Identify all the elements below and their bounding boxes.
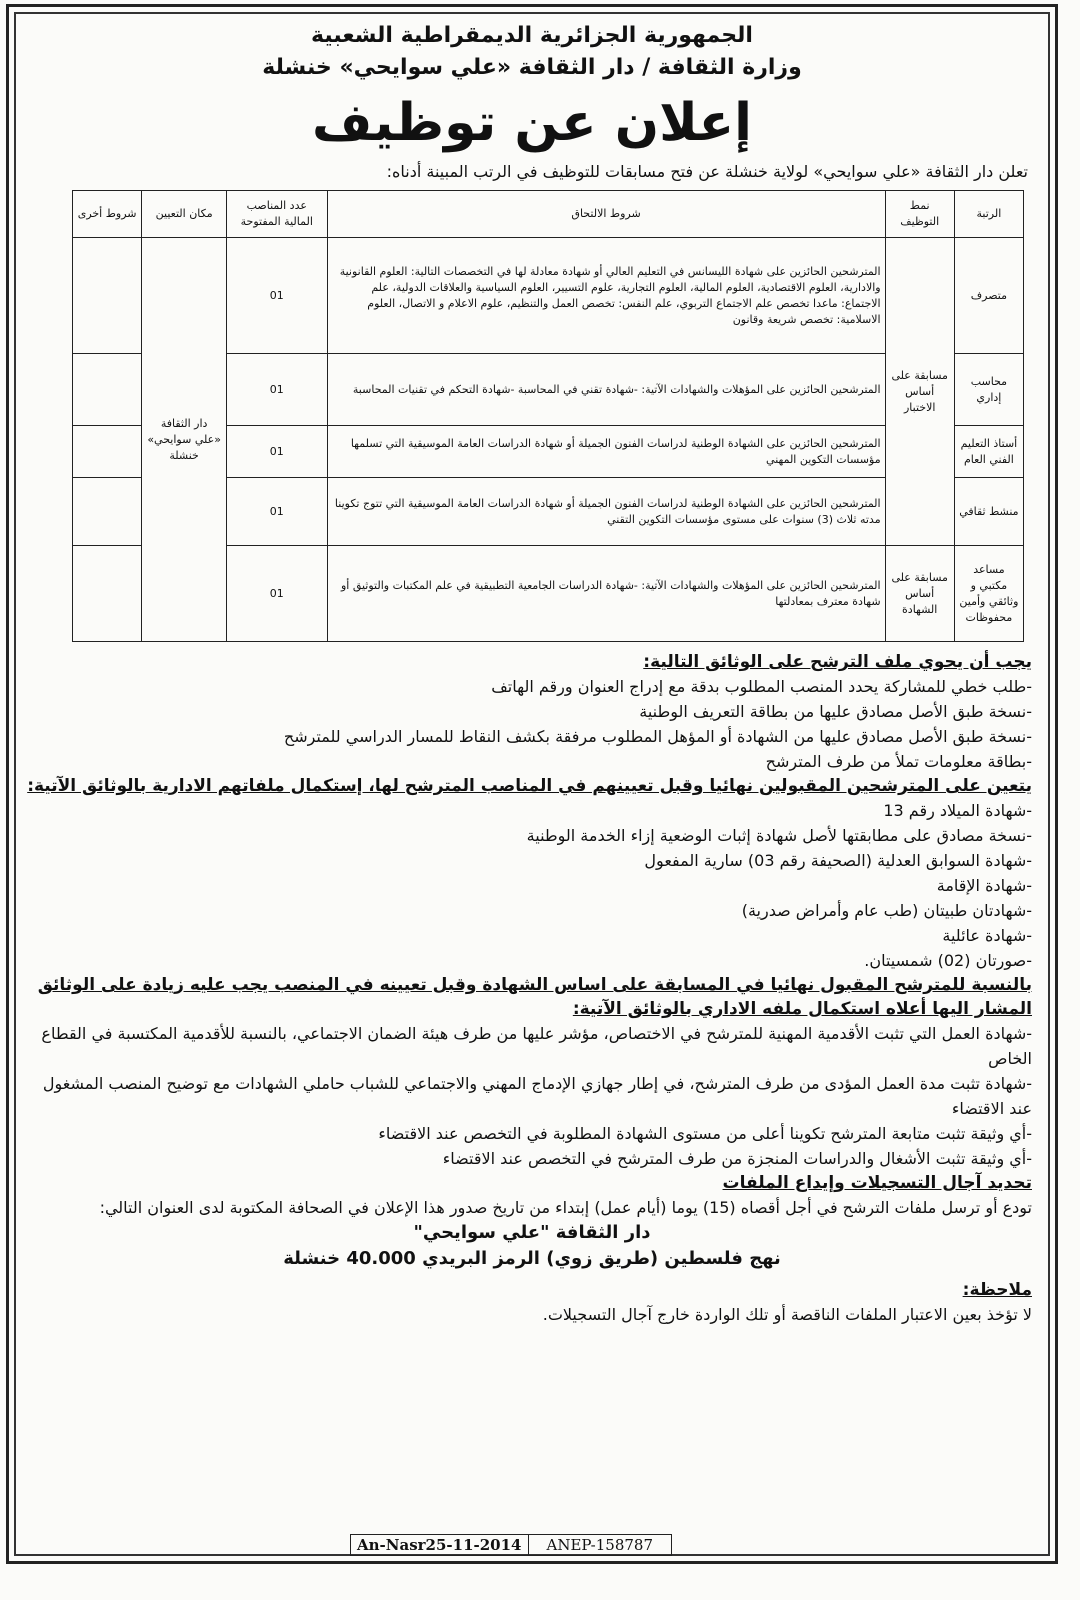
list-item: -شهادة الإقامة bbox=[936, 876, 1032, 895]
table-header-row bbox=[73, 191, 1024, 238]
list-item: -شهادة السوابق العدلية (الصحيفة رقم 03) سارية المفعول bbox=[644, 851, 1032, 870]
header-mode: نمط التوظيف bbox=[885, 191, 954, 238]
cell-count: 01 bbox=[227, 478, 327, 546]
section1-title: يجب أن يحوي ملف الترشح على الوثائق التالية: bbox=[643, 652, 1032, 672]
cell-rank: مساعد مكتبي و وثائقي وأمين محفوظات bbox=[954, 546, 1023, 642]
cell-other bbox=[73, 238, 142, 354]
intro-text: تعلن دار الثقافة «علي سوايحي» لولاية خنشلة عن فتح مسابقات للتوظيف في الرتب المبينة أدناه: bbox=[386, 162, 1028, 181]
newspaper-source: An-Nasr25-11-2014 bbox=[350, 1534, 529, 1556]
list-item: -أي وثيقة تثبت الأشغال والدراسات المنجزة من طرف المترشح في التخصص عند الاقتضاء bbox=[442, 1149, 1032, 1168]
page-title: إعلان عن توظيف bbox=[312, 93, 752, 153]
document-content bbox=[22, 20, 1042, 1550]
cell-requirements: المترشحين الحائزين على الشهادة الوطنية لدراسات الفنون الجميلة أو شهادة الدراسات العامة الموسيقية التي تتوج تكوينا مدته ثلاث (3) سنوات على مستوى مؤسسات التكوين التقني bbox=[327, 478, 885, 546]
cell-other bbox=[73, 426, 142, 478]
cell-mode-test: مسابقة على أساس الاختبار bbox=[885, 238, 954, 546]
header-rank: الرتبة bbox=[954, 191, 1023, 238]
cell-rank: أستاذ التعليم الفني العام bbox=[954, 426, 1023, 478]
section4-title: تحديد آجال التسجيلات وإيداع الملفات bbox=[722, 1173, 1032, 1193]
ministry-header: وزارة الثقافة / دار الثقافة «علي سوايحي» خنشلة bbox=[262, 55, 802, 80]
list-item: -شهادة العمل التي تثبت الأقدمية المهنية للمترشح في الاختصاص، مؤشر عليها من طرف هيئة الضمان الاجتماعي، بالنسبة للأقدمية المكتسبة في القطاع الخاص bbox=[41, 1024, 1032, 1068]
address-line-2: نهج فلسطين (طريق زوي) الرمز البريدي 40.000 خنشلة bbox=[283, 1248, 781, 1269]
address-line-1: دار الثقافة "علي سوايحي" bbox=[413, 1222, 651, 1243]
list-item: -طلب خطي للمشاركة يحدد المنصب المطلوب بدقة مع إدراج العنوان ورقم الهاتف bbox=[491, 677, 1032, 696]
cell-other bbox=[73, 546, 142, 642]
list-item: -شهادتان طبيتان (طب عام وأمراض صدرية) bbox=[741, 901, 1032, 920]
list-item: -شهادة الميلاد رقم 13 bbox=[883, 801, 1032, 820]
list-item: -بطاقة معلومات تملأ من طرف المترشح bbox=[765, 752, 1032, 771]
positions-table bbox=[72, 190, 1024, 642]
header-count: عدد المناصب المالية المفتوحة bbox=[227, 191, 327, 238]
list-item: -نسخة طبق الأصل مصادق عليها من الشهادة أو المؤهل المطلوب مرفقة بكشف النقاط للمسار الدراسي للمترشح bbox=[283, 727, 1032, 746]
cell-mode-cert: مسابقة على أساس الشهادة bbox=[885, 546, 954, 642]
cell-rank: محاسب إداري bbox=[954, 354, 1023, 426]
deadline-text: تودع أو ترسل ملفات الترشح في أجل أقصاه (15) يوما (أيام عمل) إبتداء من تاريخ صدور هذا الإعلان في الصحافة المكتوبة لدى العنوان التالي: bbox=[99, 1198, 1032, 1217]
cell-rank: متصرف bbox=[954, 238, 1023, 354]
table-row bbox=[73, 238, 1024, 354]
header-place: مكان التعيين bbox=[142, 191, 227, 238]
list-item: -نسخة مصادق على مطابقتها لأصل شهادة إثبات الوضعية إزاء الخدمة الوطنية bbox=[526, 826, 1032, 845]
republic-header: الجمهورية الجزائرية الديمقراطية الشعبية bbox=[311, 23, 753, 48]
publication-footer bbox=[350, 1534, 672, 1556]
cell-other bbox=[73, 354, 142, 426]
cell-requirements: المترشحين الحائزين على المؤهلات والشهادات الآتية: -شهادة تقني في المحاسبة -شهادة التحكم في تقنيات المحاسبة bbox=[327, 354, 885, 426]
note-text: لا تؤخذ بعين الاعتبار الملفات الناقصة أو تلك الواردة خارج آجال التسجيلات. bbox=[542, 1305, 1032, 1324]
cell-count: 01 bbox=[227, 354, 327, 426]
cell-requirements: المترشحين الحائزين على شهادة الليسانس في التعليم العالي أو شهادة معادلة لها في التخصصات التالية: العلوم القانونية والادارية، العلوم الاقتصادية، العلوم المالية، العلوم التجارية، علوم التسيير، العلوم السياسية والعلاقات الدولية، علم الاجتماع: ماعدا تخصص علم الاجتماع التربوي، علم النفس: تخصص العمل والتنظيم، علوم الاعلام و الاتصال، العلوم الاسلامية: تخصص شريعة وقانون bbox=[327, 238, 885, 354]
header-other: شروط أخرى bbox=[73, 191, 142, 238]
cell-count: 01 bbox=[227, 238, 327, 354]
cell-place: دار الثقافة «علي سوايحي» خنشلة bbox=[142, 238, 227, 642]
list-item: -أي وثيقة تثبت متابعة المترشح تكوينا أعلى من مستوى الشهادة المطلوبة في التخصص عند الاقتضاء bbox=[378, 1124, 1032, 1143]
list-item: -شهادة عائلية bbox=[942, 926, 1032, 945]
anep-reference: ANEP-158787 bbox=[529, 1534, 673, 1556]
list-item: -صورتان (02) شمسيتان. bbox=[864, 951, 1032, 970]
list-item: -نسخة طبق الأصل مصادق عليها من بطاقة التعريف الوطنية bbox=[639, 702, 1032, 721]
cell-requirements: المترشحين الحائزين على المؤهلات والشهادات الآتية: -شهادة الدراسات الجامعية التطبيقية في علم المكتبات والتوثيق أو شهادة معترف بمعادلتها bbox=[327, 546, 885, 642]
cell-count: 01 bbox=[227, 546, 327, 642]
cell-other bbox=[73, 478, 142, 546]
note-title: ملاحظة: bbox=[962, 1280, 1032, 1300]
section2-title: يتعين على المترشحين المقبولين نهائيا وقبل تعيينهم في المناصب المترشح لها، إستكمال ملفاتهم الادارية بالوثائق الآتية: bbox=[27, 776, 1032, 796]
cell-requirements: المترشحين الحائزين على الشهادة الوطنية لدراسات الفنون الجميلة أو شهادة الدراسات العامة الموسيقية التي تسلمها مؤسسات التكوين المهني bbox=[327, 426, 885, 478]
list-item: -شهادة تثبت مدة العمل المؤدى من طرف المترشح، في إطار جهازي الإدماج المهني والاجتماعي للشباب حاملي الشهادات مع توضيح المنصب المشغول عند الاقتضاء bbox=[42, 1074, 1032, 1118]
header-requirements: شروط الالتحاق bbox=[327, 191, 885, 238]
section3-title: بالنسبة للمترشح المقبول نهائيا في المسابقة على اساس الشهادة وقبل تعيينه في المنصب يجب عليه زيادة على الوثائق المشار اليها أعلاه استكمال ملفه الاداري بالوثائق الآتية: bbox=[37, 975, 1032, 1019]
cell-rank: منشط ثقافي bbox=[954, 478, 1023, 546]
cell-count: 01 bbox=[227, 426, 327, 478]
